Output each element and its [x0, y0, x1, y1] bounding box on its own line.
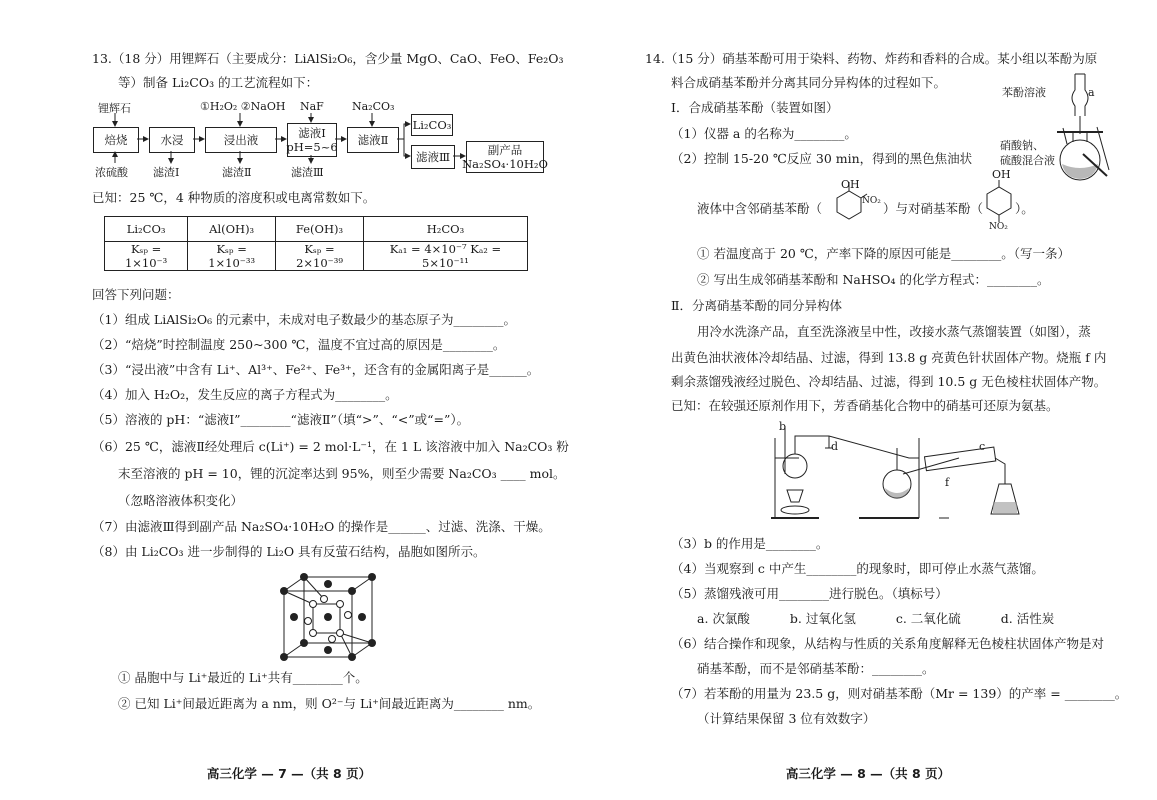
q14-item-6: （6）结合操作和现象，从结构与性质的关系角度解释无色棱柱状固体产物是对: [671, 636, 1104, 651]
ksp-table-value-row: [105, 242, 528, 271]
ksp-value-aloh3: Kₛₚ = 1×10⁻³³: [188, 242, 276, 271]
flow-box-byproduct: 副产品 Na₂SO₄·10H₂O: [462, 143, 548, 171]
flow-label-h2o2-naoh: ①H₂O₂ ②NaOH: [200, 100, 286, 113]
label-apparatus-a: a: [1088, 86, 1095, 99]
q14-item-5: （5）蒸馏残液可用________进行脱色。（填标号）: [671, 586, 948, 601]
o-nitrophenol-oh: OH: [841, 178, 860, 191]
q13-item-4: （4）加入 H₂O₂，发生反应的离子方程式为________。: [92, 387, 398, 402]
ksp-value-li2co3: Kₛₚ = 1×10⁻³: [105, 242, 188, 271]
q13-header: 13.（18 分）用锂辉石（主要成分：LiAlSi₂O₆，含少量 MgO、CaO、FeO、Fe₂O₃: [92, 51, 564, 66]
flow-arrows: [0, 0, 578, 200]
q14-item-7-note: （计算结果保留 3 位有效数字）: [697, 711, 876, 726]
q14-para-2: 出黄色油状液体冷却结晶、过滤，得到 13.8 g 亮黄色针状固体产物。烧瓶 f 内: [671, 350, 1107, 365]
page-7-footer: 高三化学 — 7 —（共 8 页）: [206, 766, 372, 781]
antifluorite-unit-cell: [278, 571, 378, 663]
label-nitrate-mix: 硝酸钠、: [1000, 139, 1044, 152]
flow-box-filtrate-1: 滤液Ⅰ pH=5~6: [287, 123, 337, 157]
flow-label-residue-2: 滤渣Ⅱ: [222, 166, 252, 179]
q13-item-6: （6）25 ℃，滤液Ⅱ经处理后 c(Li⁺) = 2 mol·L⁻¹，在 1 L 该溶液中加入 Na₂CO₃ 粉: [92, 439, 569, 454]
q14-item-3: （3）b 的作用是________。: [671, 536, 829, 551]
q13-item-5: （5）溶液的 pH：“滤液Ⅰ”________“滤液Ⅱ”（填“>”、“<”或“=”）。: [92, 412, 470, 427]
apparatus-label-c: c: [979, 440, 986, 453]
q14-para-3: 剩余蒸馏残液经过脱色、冷却结晶、过滤，得到 10.5 g 无色棱柱状固体产物。: [671, 374, 1107, 389]
ksp-table: [104, 216, 528, 271]
q14-part2: Ⅱ．分离硝基苯酚的同分异构体: [671, 298, 842, 313]
ksp-header-h2co3: H₂CO₃: [363, 217, 527, 242]
q14-phenol-text-a: 液体中含邻硝基苯酚（: [697, 201, 823, 216]
q13-header2: 等）制备 Li₂CO₃ 的工艺流程如下：: [118, 75, 319, 90]
q14-item-7: （7）若苯酚的用量为 23.5 g，则对硝基苯酚（Mr = 139）的产率 = ________。: [671, 686, 1128, 701]
flow-label-residue-3: 滤渣Ⅲ: [291, 166, 324, 179]
q13-item-6-note: （忽略溶液体积变化）: [118, 493, 244, 508]
option-d: d. 活性炭: [1000, 611, 1055, 626]
q13-sub-1: ① 晶胞中与 Li⁺最近的 Li⁺共有________个。: [118, 670, 368, 685]
ksp-table-header-row: [105, 217, 528, 242]
q14-header: 14.（15 分）硝基苯酚可用于染料、药物、炸药和香料的合成。某小组以苯酚为原: [645, 51, 1098, 66]
q14-phenol-text-c: ）。: [1015, 201, 1034, 216]
q14-item-6-cont: 硝基苯酚，而不是邻硝基苯酚：________。: [697, 661, 935, 676]
q14-para-4: 已知：在较强还原剂作用下，芳香硝基化合物中的硝基可还原为氨基。: [671, 398, 1059, 413]
q14-item-2: （2）控制 15-20 ℃反应 30 min，得到的黑色焦油状: [671, 151, 973, 166]
page-7: [0, 0, 578, 800]
flow-label-na2co3: Na₂CO₃: [352, 100, 395, 113]
flow-label-residue-1: 滤渣Ⅰ: [153, 166, 180, 179]
q13-item-2: （2）“焙烧”时控制温度 250~300 ℃，温度不宜过高的原因是________。: [92, 337, 506, 352]
q13-item-3: （3）“浸出液”中含有 Li⁺、Al³⁺、Fe²⁺、Fe³⁺，还含有的金属阳离子是______。: [92, 362, 540, 377]
page-8-footer: 高三化学 — 8 —（共 8 页）: [785, 766, 951, 781]
flow-label-spodumene: 锂辉石: [98, 102, 131, 115]
flow-label-h2so4: 浓硫酸: [95, 166, 128, 179]
q14-para-1: 用冷水洗涤产品，直至洗涤液呈中性，改接水蒸气蒸馏装置（如图），蒸: [697, 324, 1091, 339]
q14-part1: Ⅰ．合成硝基苯酚（装置如图）: [671, 100, 839, 115]
flow-box-roast: 焙烧: [93, 127, 139, 153]
option-a: a. 次氯酸: [697, 611, 750, 626]
flow-box-filtrate-2: 滤液Ⅱ: [347, 127, 399, 153]
q14-sub-2: ② 写出生成邻硝基苯酚和 NaHSO₄ 的化学方程式：________。: [697, 272, 1050, 287]
option-b: b. 过氧化氢: [789, 611, 856, 626]
q13-item-6-cont: 末至溶液的 pH = 10，锂的沉淀率达到 95%，则至少需要 Na₂CO₃ ____ mol。: [118, 466, 566, 481]
flow-box-leachate: 浸出液: [205, 127, 277, 153]
steam-distillation-apparatus: [769, 418, 1029, 528]
o-nitrophenol-no2: NO₂: [862, 196, 881, 206]
q13-sub-2: ② 已知 Li⁺间最近距离为 a nm，则 O²⁻与 Li⁺间最近距离为________ nm。: [118, 696, 541, 711]
p-nitrophenol-oh: OH: [992, 168, 1011, 181]
reaction-flask-apparatus: [1045, 72, 1135, 182]
label-nitrate-mix-2: 硫酸混合液: [1000, 154, 1055, 167]
q13-item-1: （1）组成 LiAlSi₂O₆ 的元素中，未成对电子数最少的基态原子为________。: [92, 312, 517, 327]
apparatus-label-f: f: [945, 476, 950, 489]
ksp-value-feoh3: Kₛₚ = 2×10⁻³⁹: [276, 242, 364, 271]
flow-label-naf: NaF: [300, 100, 324, 113]
apparatus-label-b: b: [779, 420, 787, 433]
q14-item-1: （1）仪器 a 的名称为________。: [671, 126, 857, 141]
option-c: c. 二氧化硫: [895, 611, 961, 626]
ksp-header-aloh3: Al(OH)₃: [188, 217, 276, 242]
apparatus-label-d: d: [831, 440, 839, 453]
q13-item-8: （8）由 Li₂CO₃ 进一步制得的 Li₂O 具有反萤石结构，晶胞如图所示。: [92, 544, 486, 559]
page-8: [579, 0, 1157, 800]
q14-item-4: （4）当观察到 c 中产生________的现象时，即可停止水蒸气蒸馏。: [671, 561, 1044, 576]
q14-header2: 料合成硝基苯酚并分离其同分异构体的过程如下。: [671, 75, 947, 90]
q14-options: [697, 610, 1090, 628]
q14-phenol-text-b: ）与对硝基苯酚（: [883, 201, 984, 216]
q13-item-7: （7）由滤液Ⅲ得到副产品 Na₂SO₄·10H₂O 的操作是______、过滤、洗涤、干燥。: [92, 519, 551, 534]
ksp-header-li2co3: Li₂CO₃: [105, 217, 188, 242]
flow-box-water-leach: 水浸: [149, 127, 195, 153]
q13-prompt: 回答下列问题：: [92, 287, 180, 302]
p-nitrophenol-no2: NO₂: [989, 222, 1008, 232]
flow-box-filtrate-3: 滤液Ⅲ: [411, 145, 455, 169]
label-phenol-solution: 苯酚溶液: [1002, 86, 1046, 99]
q14-sub-1: ① 若温度高于 20 ℃，产率下降的原因可能是________。（写一条）: [697, 246, 1071, 261]
ksp-header-feoh3: Fe(OH)₃: [276, 217, 364, 242]
ksp-value-h2co3: Kₐ₁ = 4×10⁻⁷ Kₐ₂ = 5×10⁻¹¹: [363, 242, 527, 271]
flow-box-li2co3: Li₂CO₃: [411, 114, 453, 136]
q13-known: 已知：25 ℃，4 种物质的溶度积或电离常数如下。: [92, 190, 376, 205]
